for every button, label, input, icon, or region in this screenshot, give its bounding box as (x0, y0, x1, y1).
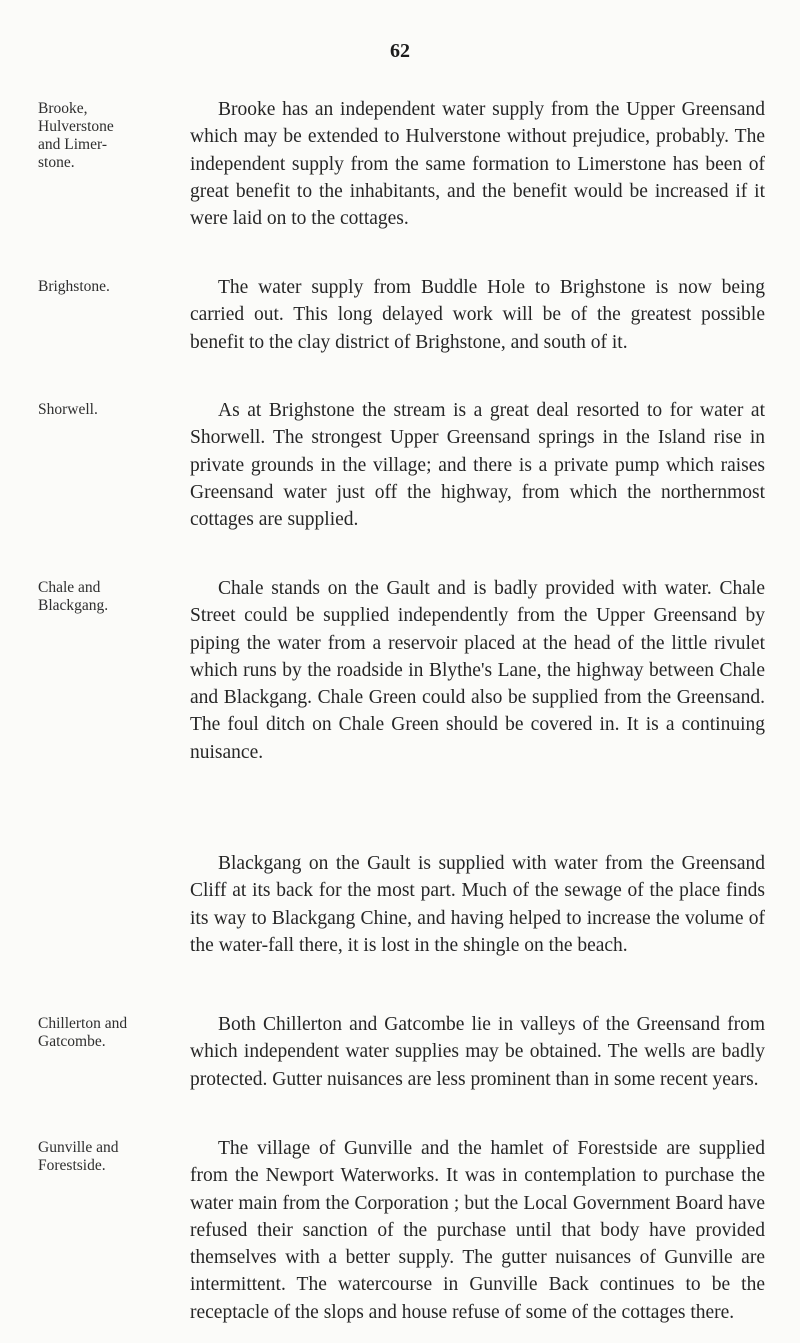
paragraph-chale: Chale stands on the Gault and is badly provided with water. Chale Street could be supplied independently from the Upper Greensand by piping the water from a reservoir placed at the head of the little rivulet which runs by the roadside in Blythe's Lane, the highway between Chale and Blackgang. Chale Green could also be supplied from the Greensand. The foul ditch on Chale Green should be covered in. It is a continuing nuisance. (190, 578, 765, 763)
margin-note-chale-blackgang: Chale and Blackgang. (38, 579, 109, 614)
page-number: 62 (390, 40, 410, 62)
margin-note-brooke: Brooke, Hulverstone and Limer- stone. (38, 100, 114, 171)
paragraph-chillerton-gatcombe: Both Chillerton and Gatcombe lie in valleys of the Greensand from which independent water supplies may be obtained. The wells are badly protected. Gutter nuisances are less prominent than in some recent years. (190, 1014, 765, 1090)
paragraph-brooke: Brooke has an independent water supply from the Upper Greensand which may be extended to Hulverstone without prejudice, probably. The independent supply from the same formation to Limerstone has been of great benefit to the inhabitants, and the benefit would be increased if it were laid on to the cottages. (190, 99, 765, 230)
margin-note-chillerton-gatcombe: Chillerton and Gatcombe. (38, 1015, 128, 1050)
paragraph-shorwell: As at Brighstone the stream is a great deal resorted to for water at Shorwell. The strongest Upper Greensand springs in the Island rise in private grounds in the village; and there is a private pump which raises Greensand water just off the highway, from which the northernmost cottages are supplied. (190, 400, 765, 531)
margin-note-shorwell: Shorwell. (38, 401, 98, 418)
paragraph-gunville-forestside: The village of Gunville and the hamlet of Forestside are supplied from the Newport Waterworks. It was in contemplation to purchase the water main from the Corporation ; but the Local Government Board have refused their sanction of the purchase until that body have provided themselves with a better supply. The gutter nuisances of Gunville are intermittent. The watercourse in Gunville Back continues to be the receptacle of the slops and house refuse of some of the cottages there. (190, 1138, 765, 1323)
paragraph-brighstone: The water supply from Buddle Hole to Brighstone is now being carried out. This long delayed work will be of the greatest possible benefit to the clay district of Brighstone, and south of it. (190, 277, 765, 353)
margin-note-brighstone: Brighstone. (38, 278, 110, 295)
paragraph-blackgang: Blackgang on the Gault is supplied with water from the Greensand Cliff at its back for the most part. Much of the sewage of the place finds its way to Blackgang Chine, and having helped to increase the volume of the water-fall there, it is lost in the shingle on the beach. (190, 853, 765, 956)
margin-note-gunville-forestside: Gunville and Forestside. (38, 1139, 119, 1174)
